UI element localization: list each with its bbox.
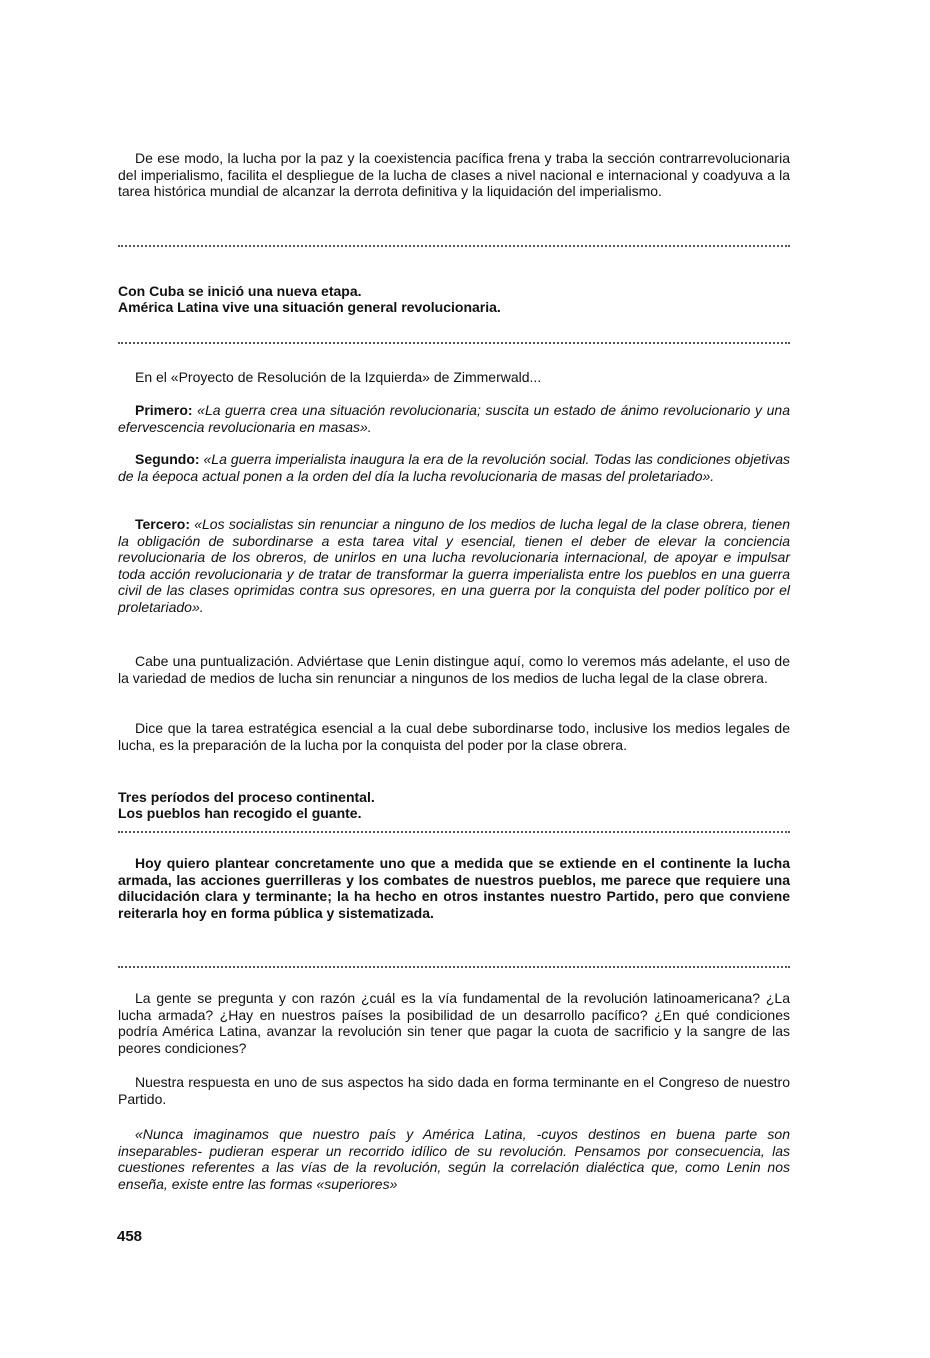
heading-line: Los pueblos han recogido el guante. bbox=[118, 805, 362, 821]
list-label: Tercero: bbox=[135, 516, 190, 532]
quote-text: «La guerra crea una situación revolucionaria; suscita un estado de ánimo revolucionario y una efervescencia revolucionaria en masas». bbox=[118, 402, 790, 435]
paragraph-tercero bbox=[118, 516, 790, 615]
list-label: Primero: bbox=[135, 402, 193, 418]
paragraph-question: La gente se pregunta y con razón ¿cuál es la vía fundamental de la revolución latinoamericana? ¿La lucha armada? ¿Hay en nuestros países la posibilidad de un desarrollo pacífico? ¿En qué condiciones podría América Latina, avanzar la revolución sin tener que pagar la cuota de sacrificio y la sangre de las peores condiciones? bbox=[118, 990, 790, 1056]
paragraph-clarification: Cabe una puntualización. Adviértase que Lenin distingue aquí, como lo veremos más adelante, el uso de la variedad de medios de lucha sin renunciar a ningunos de los medios de lucha legal de la clase obrera. bbox=[118, 653, 790, 686]
heading-line: Con Cuba se inició una nueva etapa. bbox=[118, 283, 362, 299]
dotted-separator bbox=[118, 964, 790, 968]
quote-text: «Los socialistas sin renunciar a ninguno de los medios de lucha legal de la clase obrera, tienen la obligación de subordinarse a esta tarea vital y esencial, tienen el deber de elevar la conciencia revolucionaria de los obreros, de unirlos en una lucha revolucionaria internacional, de apoyar e impulsar toda acción revolucionaria y de tratar de transformar la guerra imperialista entre los pueblos en una guerra civil de las clases oprimidas contra sus opresores, en una guerra por la conquista del poder político por el proletariado». bbox=[118, 516, 790, 615]
heading-line: América Latina vive una situación general revolucionaria. bbox=[118, 299, 501, 315]
dotted-separator bbox=[118, 243, 790, 247]
paragraph-primero bbox=[118, 402, 790, 435]
list-label: Segundo: bbox=[135, 451, 200, 467]
heading-line: Tres períodos del proceso continental. bbox=[118, 789, 375, 805]
quote-text: «La guerra imperialista inaugura la era de la revolución social. Todas las condiciones objetivas de la éepoca actual ponen a la orden del día la lucha revolucionaria de masas del proletariado». bbox=[118, 451, 790, 484]
paragraph-segundo bbox=[118, 451, 790, 484]
paragraph-armed-struggle: Hoy quiero plantear concretamente uno que a medida que se extiende en el continente la lucha armada, las acciones guerrilleras y los combates de nuestros pueblos, me parece que requiere una dilucidación clara y terminante; la ha hecho en otros instantes nuestro Partido, pero que conviene reiterarla hoy en forma pública y sistematizada. bbox=[118, 855, 790, 921]
section-heading-cuba bbox=[118, 283, 790, 315]
paragraph-strategic-task: Dice que la tarea estratégica esencial a la cual debe subordinarse todo, inclusive los medios legales de lucha, es la preparación de la lucha por la conquista del poder por la clase obrera. bbox=[118, 720, 790, 753]
dotted-separator bbox=[118, 829, 790, 833]
page-number: 458 bbox=[117, 1228, 143, 1245]
section-heading-periods bbox=[118, 789, 790, 821]
paragraph-zimmerwald: En el «Proyecto de Resolución de la Izquierda» de Zimmerwald... bbox=[135, 369, 542, 385]
paragraph-congress-quote: «Nunca imaginamos que nuestro país y América Latina, -cuyos destinos en buena parte son inseparables- pudieran esperar un recorrido idílico de su revolución. Pensamos por consecuencia, las cuestiones referentes a las vías de la revolución, según la correlación dialéctica que, como Lenin nos enseña, existe entre las formas «superiores» bbox=[118, 1126, 790, 1192]
dotted-separator bbox=[118, 340, 790, 344]
paragraph-peaceful-coexistence: De ese modo, la lucha por la paz y la coexistencia pacífica frena y traba la sección contrarrevolucionaria del imperialismo, facilita el despliegue de la lucha de clases a nivel nacional e internacional y coadyuva a la tarea histórica mundial de alcanzar la derrota definitiva y la liquidación del imperialismo. bbox=[118, 150, 790, 199]
paragraph-answer: Nuestra respuesta en uno de sus aspectos ha sido dada en forma terminante en el Congreso de nuestro Partido. bbox=[118, 1074, 790, 1107]
